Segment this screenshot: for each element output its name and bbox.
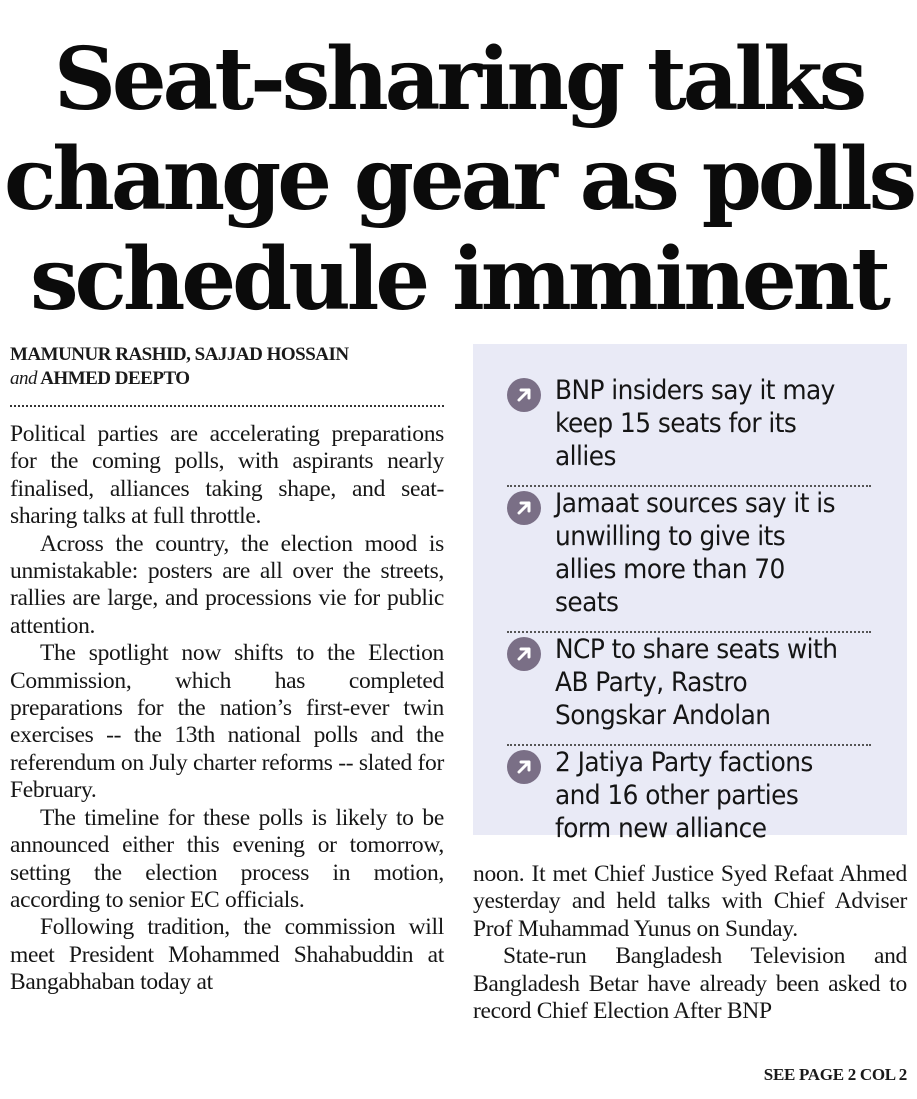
headline bbox=[0, 30, 917, 330]
arrow-up-right-icon bbox=[507, 637, 541, 671]
byline-divider bbox=[10, 405, 444, 407]
jump-reference: SEE PAGE 2 COL 2 bbox=[763, 1065, 907, 1084]
highlight-text: 2 Jatiya Party factions and 16 other parties form new alliance bbox=[555, 747, 813, 844]
article-column-left bbox=[10, 421, 444, 997]
highlight-item bbox=[507, 633, 871, 744]
headline-line-1: Seat-sharing talks bbox=[53, 29, 864, 130]
byline-authors-line-2 bbox=[10, 367, 445, 391]
highlight-text: BNP insiders say it may keep 15 seats for its allies bbox=[555, 375, 835, 472]
highlight-text: NCP to share seats with AB Party, Rastro Songskar Andolan bbox=[555, 634, 838, 731]
paragraph: The timeline for these polls is likely to be announced either this evening or tomorrow, setting the election process in motion, according to senior EC officials. bbox=[10, 804, 444, 913]
arrow-up-right-icon bbox=[507, 491, 541, 525]
highlights-box bbox=[473, 344, 907, 844]
paragraph: Following tradition, the commission will meet President Mohammed Shahabuddin at Bangabhaban today at bbox=[10, 914, 444, 996]
paragraph: Political parties are accelerating preparations for the coming polls, with aspirants nearly finalised, alliances taking shape, and seat-sharing talks at full throttle. bbox=[10, 421, 444, 530]
paragraph: Across the country, the election mood is unmistakable: posters are all over the streets, rallies are large, and processions vie for public attention. bbox=[10, 530, 444, 639]
highlight-item bbox=[507, 374, 871, 485]
byline-authors-line-1: MAMUNUR RASHID, SAJJAD HOSSAIN bbox=[10, 344, 349, 365]
highlight-text: Jamaat sources say it is unwilling to give its allies more than 70 seats bbox=[555, 488, 836, 618]
arrow-up-right-icon bbox=[507, 750, 541, 784]
byline-conjunction: and bbox=[10, 368, 37, 389]
headline-line-3: schedule imminent bbox=[30, 229, 887, 330]
headline-line-2: change gear as polls bbox=[3, 129, 914, 230]
arrow-up-right-icon bbox=[507, 378, 541, 412]
paragraph: noon. It met Chief Justice Syed Refaat Ahmed yesterday and held talks with Chief Adviser Prof Muhammad Yunus on Sunday. bbox=[473, 861, 907, 942]
paragraph: State-run Bangladesh Television and Bangladesh Betar have already been asked to record Chief Election After BNP bbox=[473, 943, 907, 1025]
article-column-right bbox=[473, 861, 907, 1025]
highlight-item bbox=[507, 487, 871, 631]
byline-author-name: AHMED DEEPTO bbox=[40, 368, 190, 389]
byline bbox=[10, 343, 445, 391]
paragraph: The spotlight now shifts to the Election Commission, which has completed preparations for the nation’s first-ever twin exercises -- the 13th national polls and the referendum on July charter reforms -- slated for February. bbox=[10, 640, 444, 804]
highlight-item bbox=[507, 746, 871, 857]
